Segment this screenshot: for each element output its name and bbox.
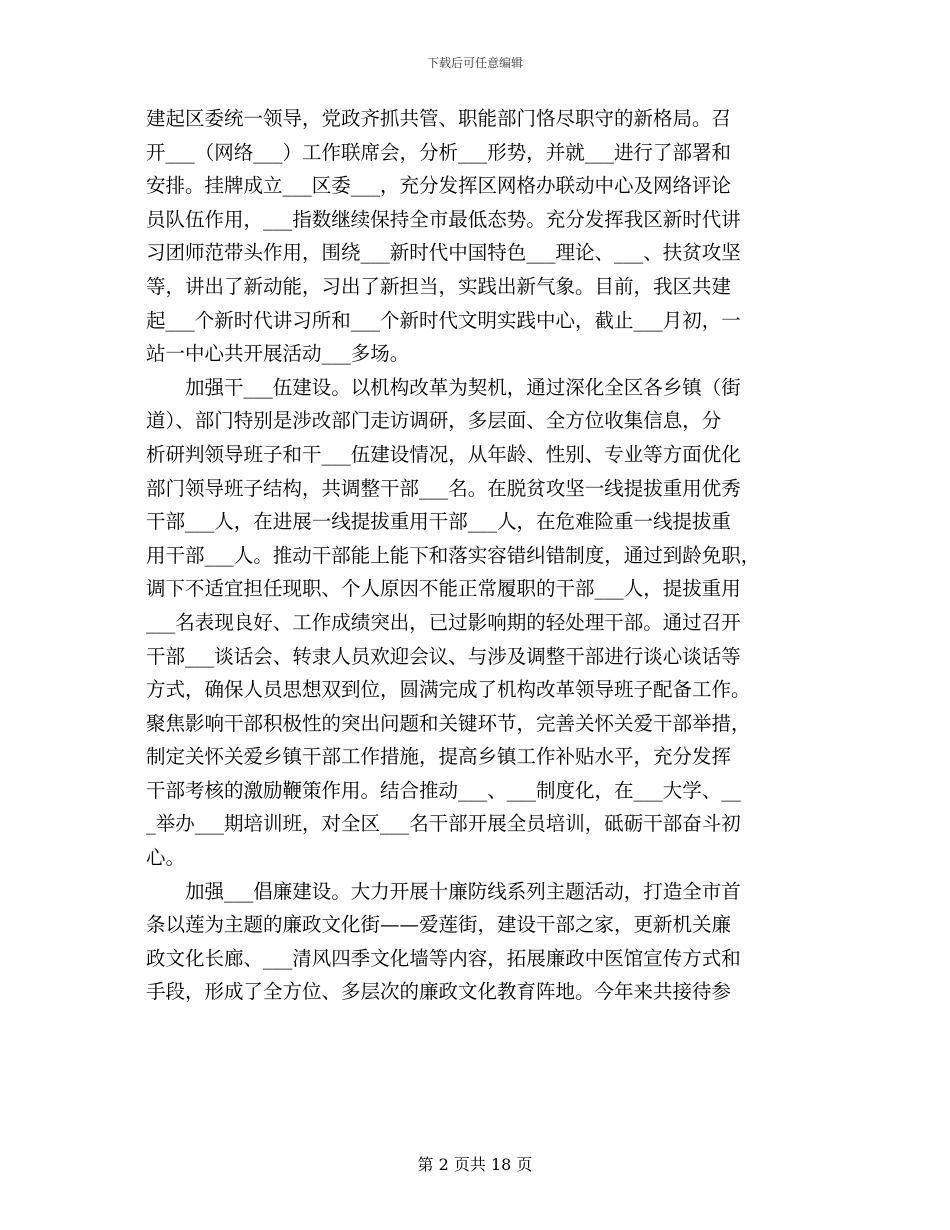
text-line: 安排。挂牌成立___区委___，充分发挥区网格办联动中心及网络评论 [146,174,732,198]
text-line: 开___（网络___）工作联席会，分析___形势，并就___进行了部署和 [146,140,732,164]
text-line: 习团师范带头作用，围绕___新时代中国特色___理论、___、扶贫攻坚 [146,241,741,265]
paragraph-1 [146,102,806,371]
text-line: 聚焦影响干部积极性的突出问题和关键环节，完善关怀关爱干部举措， [146,711,751,735]
text-line: 干部考核的激励鞭策作用。结合推动___、___制度化，在___大学、__ [146,778,741,802]
text-line: 方式，确保人员思想双到位，圆满完成了机构改革领导班子配备工作。 [146,678,751,702]
text-line: 建起区委统一领导，党政齐抓共管、职能部门恪尽职守的新格局。召 [146,107,732,130]
text-line: 心。 [146,846,186,870]
paragraph-2 [146,371,806,875]
document-body [146,102,806,1009]
text-line: 用干部___人。推动干部能上能下和落实容错纠错制度，通过到龄免职， [146,543,761,567]
text-line: 条以莲为主题的廉政文化街——爱莲街，建设干部之家，更新机关廉 [146,913,732,937]
paragraph-3 [146,875,806,1009]
text-line: 部门领导班子结构，共调整干部___名。在脱贫攻坚一线提拔重用优秀 [146,476,741,500]
text-line: 员队伍作用，___指数继续保持全市最低态势。充分发挥我区新时代讲 [146,207,741,231]
text-line: 站一中心共开展活动___多场。 [146,342,410,366]
page-footer: 第 2 页共 18 页 [417,1155,533,1174]
text-line: _举办___期培训班，对全区___名干部开展全员培训，砥砺干部奋斗初 [146,812,741,836]
text-line: 起___个新时代讲习所和___个新时代文明实践中心，截止___月初，一 [146,308,741,332]
text-line: 加强干___伍建设。以机构改革为契机，通过深化全区各乡镇（街 [146,375,741,399]
page-header: 下载后可任意编辑 [426,56,523,70]
text-line: 析研判领导班子和干___伍建设情况，从年龄、性别、专业等方面优化 [146,442,741,466]
text-line: ___名表现良好、工作成绩突出，已过影响期的轻处理干部。通过召开 [146,610,741,634]
text-line: 干部___谈话会、转隶人员欢迎会议、与涉及调整干部进行谈心谈话等 [146,644,741,668]
text-line: 道）、部门特别是涉改部门走访调研，多层面、全方位收集信息，分 [146,409,722,433]
text-line: 政文化长廊、___清风四季文化墙等内容，拓展廉政中医馆宣传方式和 [146,946,741,970]
text-line: 加强___倡廉建设。大力开展十廉防线系列主题活动，打造全市首 [146,879,741,903]
text-line: 调下不适宜担任现职、个人原因不能正常履职的干部___人，提拔重用 [146,577,741,601]
text-line: 等，讲出了新动能，习出了新担当，实践出新气象。目前，我区共建 [146,274,732,298]
text-line: 手段，形成了全方位、多层次的廉政文化教育阵地。今年来共接待参 [146,980,732,1004]
text-line: 制定关怀关爱乡镇干部工作措施，提高乡镇工作补贴水平，充分发挥 [146,745,732,769]
text-line: 干部___人，在进展一线提拔重用干部___人，在危难险重一线提拔重 [146,510,732,534]
